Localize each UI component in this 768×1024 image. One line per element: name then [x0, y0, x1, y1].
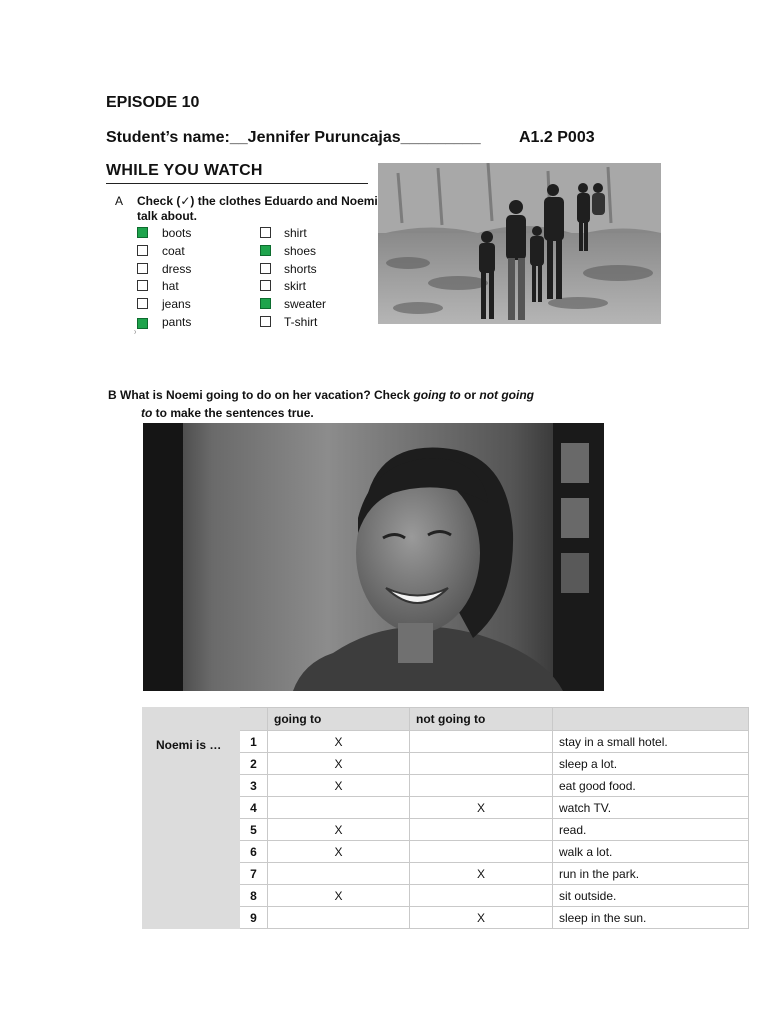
going-to-mark: X [268, 731, 410, 753]
clothes-label-dress: dress [162, 262, 192, 276]
sentence-text: sit outside. [553, 885, 749, 907]
row-number: 9 [240, 907, 268, 929]
going-to-mark [268, 907, 410, 929]
not-going-to-mark: X [410, 863, 553, 885]
row-number: 8 [240, 885, 268, 907]
clothes-label-shorts: shorts [284, 262, 317, 276]
family-hiking-photo [378, 163, 661, 324]
level-code: A1.2 P003 [519, 129, 595, 146]
sentence-text: watch TV. [553, 797, 749, 819]
not-going-to-mark [410, 885, 553, 907]
not-going-to-mark [410, 819, 553, 841]
clothes-label-pants: pants [162, 315, 192, 329]
clothes-checkbox-shorts[interactable] [260, 263, 271, 274]
instruction-line-1: Check (✓) the clothes Eduardo and Noemi [137, 194, 378, 208]
header-num-cell [240, 708, 268, 731]
clothes-label-hat: hat [162, 279, 179, 293]
sentence-text: run in the park. [553, 863, 749, 885]
going-to-mark: X [268, 775, 410, 797]
clothes-label-shoes: shoes [284, 244, 317, 258]
going-to-mark: X [268, 841, 410, 863]
row-number: 1 [240, 731, 268, 753]
sentence-text: read. [553, 819, 749, 841]
clothes-checkbox-coat[interactable] [137, 245, 148, 256]
header-sentence-cell [553, 708, 749, 731]
sentence-text: sleep in the sun. [553, 907, 749, 929]
going-to-mark: X [268, 885, 410, 907]
clothes-label-skirt: skirt [284, 279, 306, 293]
sentence-text: walk a lot. [553, 841, 749, 863]
section-a-letter: A [115, 194, 124, 208]
episode-title: EPISODE 10 [106, 94, 200, 111]
going-to-mark [268, 797, 410, 819]
not-going-to-mark: X [410, 907, 553, 929]
table-header-row [143, 708, 749, 731]
noemi-is-label: Noemi is … [143, 708, 240, 929]
sentence-text: stay in a small hotel. [553, 731, 749, 753]
row-number: 3 [240, 775, 268, 797]
section-title-underline [106, 183, 368, 184]
clothes-checkbox-jeans[interactable] [137, 298, 148, 309]
going-to-mark: X [268, 753, 410, 775]
row-number: 6 [240, 841, 268, 863]
section-b-instruction-line-1: B What is Noemi going to do on her vacation? Check going to or not going [108, 388, 535, 402]
sentence-text: sleep a lot. [553, 753, 749, 775]
clothes-checkbox-shirt[interactable] [260, 227, 271, 238]
sentence-text: eat good food. [553, 775, 749, 797]
clothes-label-jeans: jeans [162, 297, 191, 311]
instruction-line-2: talk about. [137, 209, 198, 223]
not-going-to-mark: X [410, 797, 553, 819]
clothes-checkbox-pants[interactable] [137, 318, 148, 329]
clothes-label-coat: coat [162, 244, 185, 258]
not-going-to-mark [410, 731, 553, 753]
row-number: 2 [240, 753, 268, 775]
row-number: 7 [240, 863, 268, 885]
student-name-line: Student’s name:__Jennifer Puruncajas_________ [106, 129, 481, 146]
row-number: 4 [240, 797, 268, 819]
clothes-checkbox-hat[interactable] [137, 280, 148, 291]
clothes-checkbox-t-shirt[interactable] [260, 316, 271, 327]
going-to-mark [268, 863, 410, 885]
row-number: 5 [240, 819, 268, 841]
clothes-checkbox-dress[interactable] [137, 263, 148, 274]
clothes-checkbox-sweater[interactable] [260, 298, 271, 309]
clothes-label-boots: boots [162, 226, 192, 240]
header-going-to: going to [268, 708, 410, 731]
section-a-instruction [137, 194, 387, 224]
clothes-checkbox-skirt[interactable] [260, 280, 271, 291]
clothes-checkbox-shoes[interactable] [260, 245, 271, 256]
noemi-portrait-photo [143, 423, 604, 691]
section-title: WHILE YOU WATCH [106, 162, 263, 179]
header-not-going-to: not going to [410, 708, 553, 731]
section-b-instruction-line-2: to to make the sentences true. [141, 406, 314, 420]
clothes-label-t-shirt: T-shirt [284, 315, 318, 329]
not-going-to-mark [410, 775, 553, 797]
clothes-label-sweater: sweater [284, 297, 327, 311]
going-to-mark: X [268, 819, 410, 841]
clothes-checkbox-boots[interactable] [137, 227, 148, 238]
stray-mark: ⁾ [134, 329, 136, 338]
clothes-label-shirt: shirt [284, 226, 307, 240]
not-going-to-mark [410, 841, 553, 863]
not-going-to-mark [410, 753, 553, 775]
going-to-table [142, 707, 749, 929]
